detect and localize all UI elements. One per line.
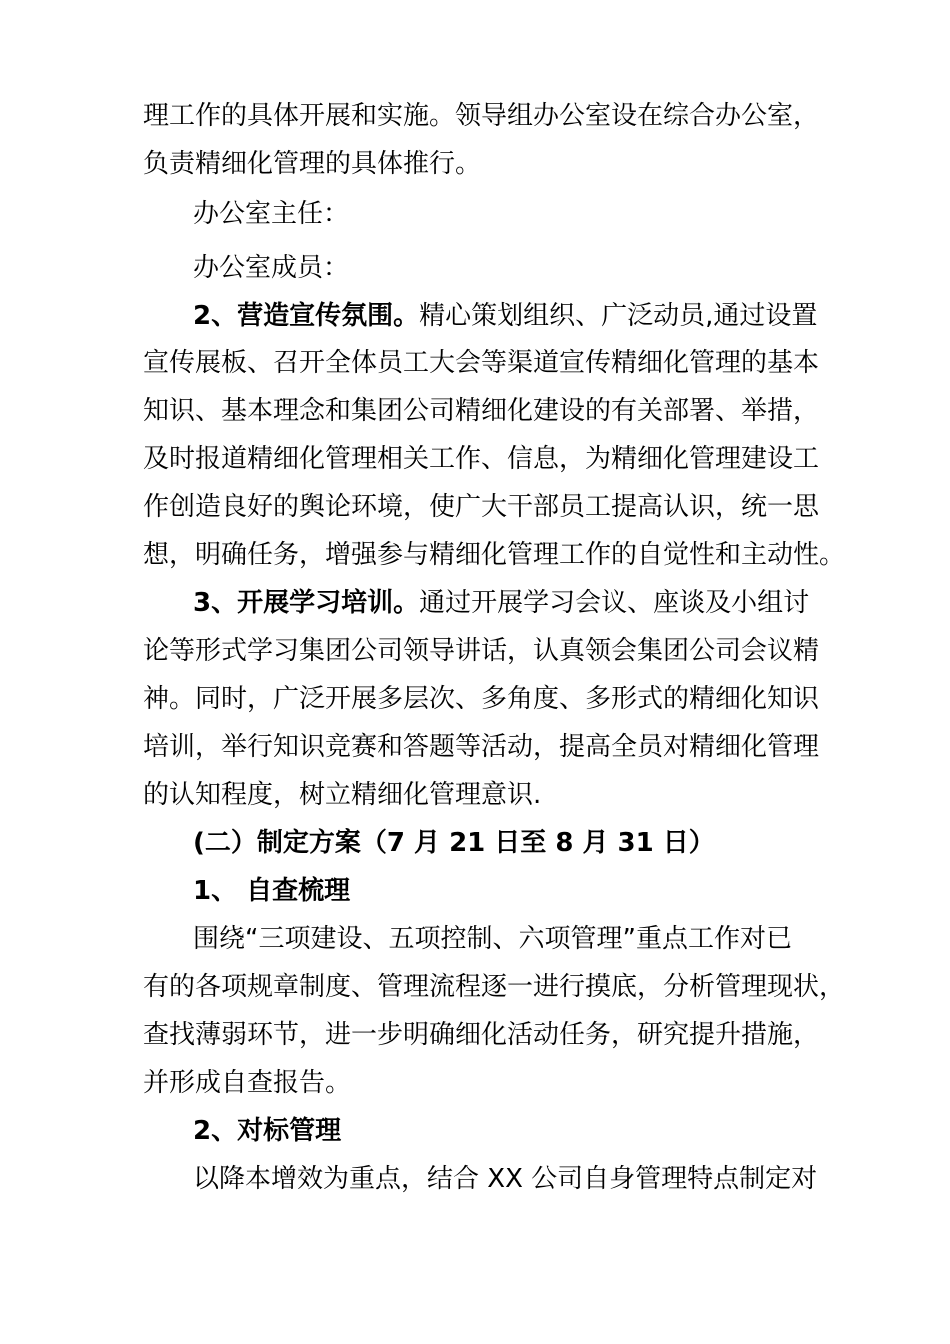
paragraph-line: 论等形式学习集团公司领导讲话，认真领会集团公司会议精 — [143, 636, 820, 666]
paragraph-line: 的认知程度，树立精细化管理意识. — [143, 780, 542, 810]
paragraph-line: 知识、基本理念和集团公司精细化建设的有关部署、举措， — [143, 396, 820, 426]
paragraph-line: 神。同时，广泛开展多层次、多角度、多形式的精细化知识 — [143, 684, 820, 714]
office-director-label: 办公室主任： — [193, 199, 350, 229]
subsection-2-heading: 2、对标管理 — [193, 1116, 342, 1146]
section-2-heading: 2、营造宣传氛围。 — [193, 301, 420, 331]
paragraph-line: 及时报道精细化管理相关工作、信息，为精细化管理建设工 — [143, 444, 820, 474]
paragraph-line: 围绕“三项建设、五项控制、六项管理”重点工作对已 — [193, 924, 792, 954]
paragraph-line: 以降本增效为重点，结合 XX 公司自身管理特点制定对 — [193, 1164, 818, 1194]
paragraph-line: 宣传展板、召开全体员工大会等渠道宣传精细化管理的基本 — [143, 348, 820, 378]
section-3-first-line — [193, 585, 809, 621]
paragraph-line: 查找薄弱环节，进一步明确细化活动任务，研究提升措施， — [143, 1020, 820, 1050]
paragraph-line: 想，明确任务，增强参与精细化管理工作的自觉性和主动性。 — [143, 540, 846, 570]
paragraph-line: 作创造良好的舆论环境，使广大干部员工提高认识，统一思 — [143, 492, 820, 522]
office-members-label: 办公室成员： — [193, 253, 350, 283]
paragraph-line: 负责精细化管理的具体推行。 — [143, 149, 482, 179]
section-2-text: 精心策划组织、广泛动员,通过设置 — [419, 301, 818, 331]
section-3-text: 通过开展学习会议、座谈及小组讨 — [419, 588, 810, 618]
subsection-1-heading: 1、 自查梳理 — [193, 876, 351, 906]
section-2-first-line — [193, 298, 817, 334]
paragraph-line: 有的各项规章制度、管理流程逐一进行摸底，分析管理现状， — [143, 972, 846, 1002]
paragraph-line: 理工作的具体开展和实施。领导组办公室设在综合办公室， — [143, 101, 820, 131]
paragraph-line: 培训，举行知识竞赛和答题等活动，提高全员对精细化管理 — [143, 732, 820, 762]
section-3-heading: 3、开展学习培训。 — [193, 588, 420, 618]
part-2-heading: (二）制定方案（7 月 21 日至 8 月 31 日） — [193, 828, 715, 858]
paragraph-line: 并形成自查报告。 — [143, 1068, 352, 1098]
